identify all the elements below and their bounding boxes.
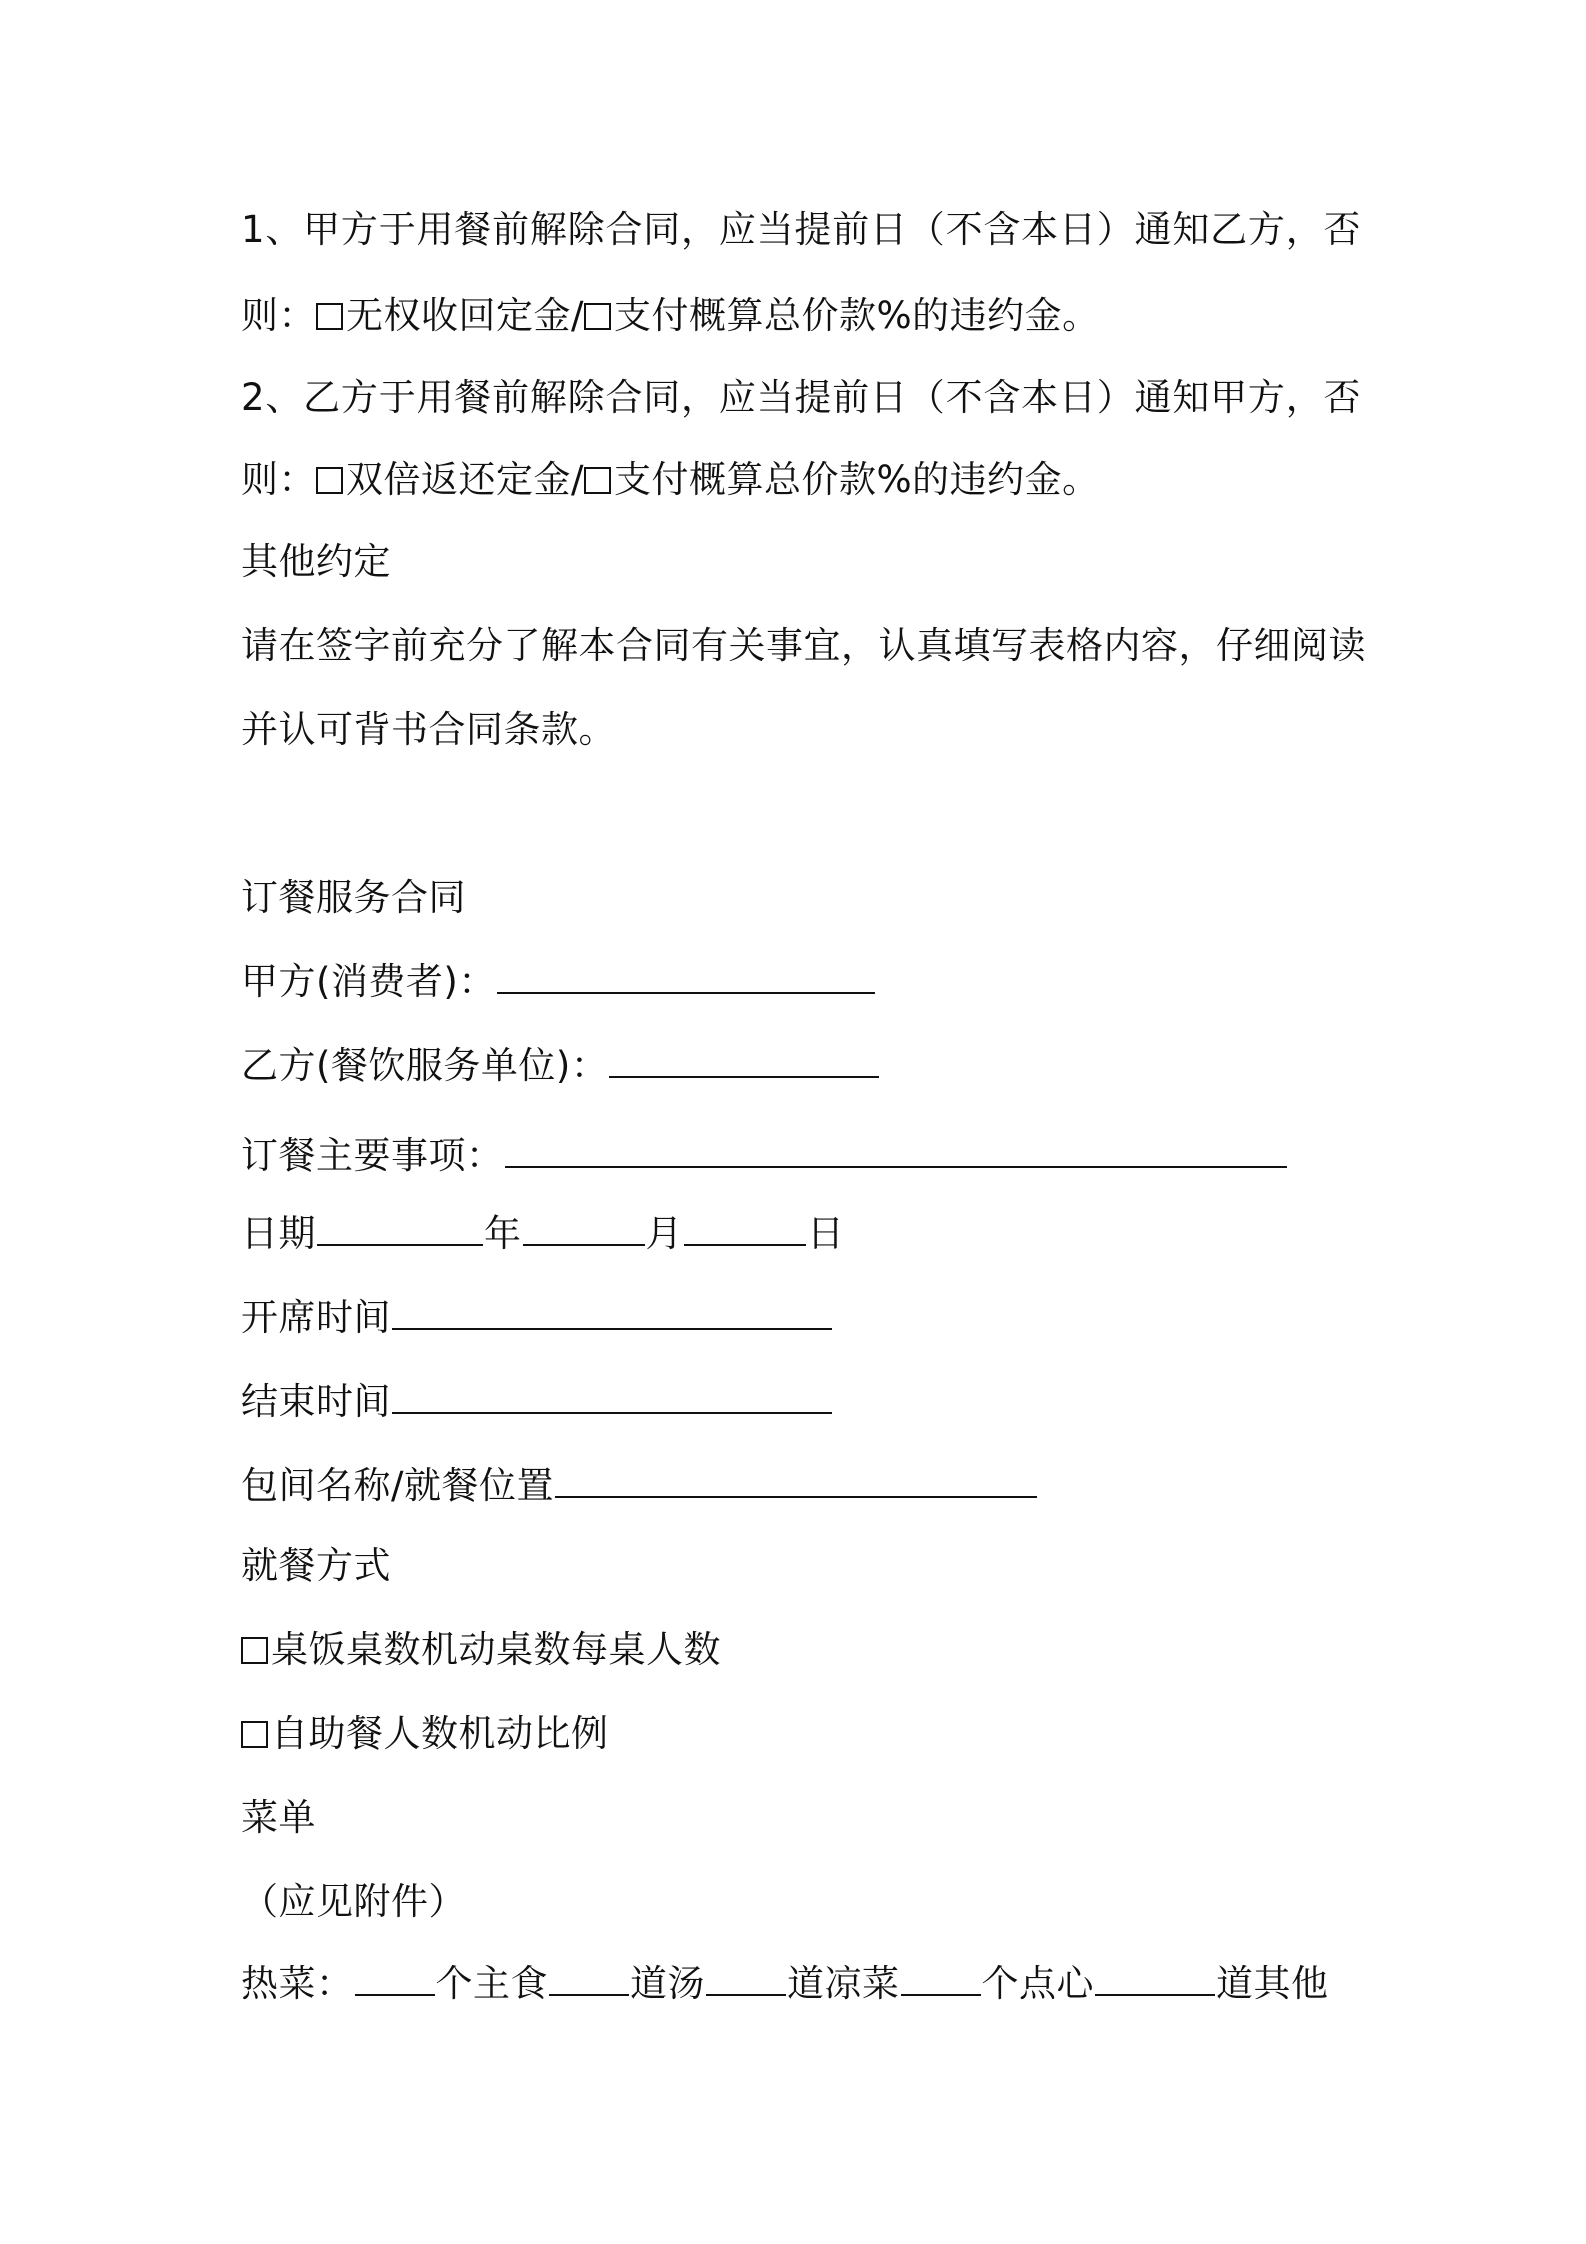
party-b-label: 乙方(餐饮服务单位)： (241, 1044, 609, 1087)
clause-1-option-1: 无权收回定金/ (346, 294, 584, 337)
party-a-field[interactable] (497, 962, 875, 994)
cold-dish-field[interactable] (901, 1964, 981, 1996)
day-label: 日 (807, 1212, 845, 1255)
room-label: 包间名称/就餐位置 (241, 1464, 554, 1507)
clause-1-option-2: 支付概算总价款%的违约金。 (613, 294, 1100, 337)
party-b-field[interactable] (609, 1046, 879, 1078)
main-items-label: 订餐主要事项： (241, 1134, 504, 1177)
end-time-row (241, 1378, 1361, 1426)
other-note-line-2: 并认可背书合同条款。 (241, 708, 616, 751)
checkbox[interactable] (316, 467, 343, 494)
other-note-line-1: 请在签字前充分了解本合同有关事宜，认真填写表格内容，仔细阅读 (241, 624, 1366, 667)
soup-label: 道汤 (630, 1962, 705, 2005)
month-field[interactable] (523, 1214, 645, 1246)
main-items-field[interactable] (505, 1136, 1287, 1168)
option-table-label: 桌饭桌数机动桌数每桌人数 (271, 1628, 721, 1671)
hot-dish-field[interactable] (355, 1964, 435, 1996)
staple-label: 个主食 (435, 1962, 548, 2005)
clause-2-prefix: 则： (241, 458, 316, 501)
checkbox[interactable] (584, 467, 611, 494)
hot-dish-row (241, 1960, 1361, 2008)
checkbox[interactable] (316, 303, 343, 330)
dining-mode-label: 就餐方式 (241, 1544, 391, 1587)
clause-2-line-1: 2、乙方于用餐前解除合同，应当提前日（不含本日）通知甲方，否 (241, 376, 1361, 419)
room-row (241, 1462, 1361, 1510)
option-table-row (241, 1626, 1361, 1674)
menu-label: 菜单 (241, 1796, 316, 1839)
option-buffet-row (241, 1710, 1361, 1758)
dessert-field[interactable] (1095, 1964, 1215, 1996)
clause-2-option-2: 支付概算总价款%的违约金。 (613, 458, 1100, 501)
end-time-field[interactable] (392, 1382, 832, 1414)
date-row (241, 1210, 1361, 1258)
other-dish-label: 道其他 (1216, 1962, 1329, 2005)
checkbox[interactable] (241, 1721, 268, 1748)
main-items-row (241, 1132, 1361, 1180)
soup-field[interactable] (706, 1964, 786, 1996)
date-label: 日期 (241, 1212, 316, 1255)
option-buffet-label: 自助餐人数机动比例 (271, 1712, 609, 1755)
month-label: 月 (645, 1212, 683, 1255)
end-time-label: 结束时间 (241, 1380, 391, 1423)
dessert-label: 个点心 (981, 1962, 1094, 2005)
party-a-label: 甲方(消费者)： (241, 960, 496, 1003)
checkbox[interactable] (241, 1637, 268, 1664)
cold-dish-label: 道凉菜 (787, 1962, 900, 2005)
contract-title: 订餐服务合同 (241, 876, 466, 919)
checkbox[interactable] (584, 303, 611, 330)
room-field[interactable] (555, 1466, 1037, 1498)
party-b-row (241, 1042, 1361, 1090)
clause-1-line-1: 1、甲方于用餐前解除合同，应当提前日（不含本日）通知乙方，否 (241, 208, 1361, 251)
day-field[interactable] (684, 1214, 806, 1246)
year-field[interactable] (317, 1214, 483, 1246)
start-time-field[interactable] (392, 1298, 832, 1330)
start-time-row (241, 1294, 1361, 1342)
other-heading: 其他约定 (241, 540, 391, 583)
menu-note: （应见附件） (241, 1880, 466, 1923)
start-time-label: 开席时间 (241, 1296, 391, 1339)
hot-dish-label: 热菜： (241, 1962, 354, 2005)
clause-1-prefix: 则： (241, 294, 316, 337)
party-a-row (241, 958, 1361, 1006)
clause-1-line-2 (241, 292, 1361, 340)
clause-2-line-2 (241, 456, 1361, 504)
staple-field[interactable] (549, 1964, 629, 1996)
clause-2-option-1: 双倍返还定金/ (346, 458, 584, 501)
year-label: 年 (484, 1212, 522, 1255)
